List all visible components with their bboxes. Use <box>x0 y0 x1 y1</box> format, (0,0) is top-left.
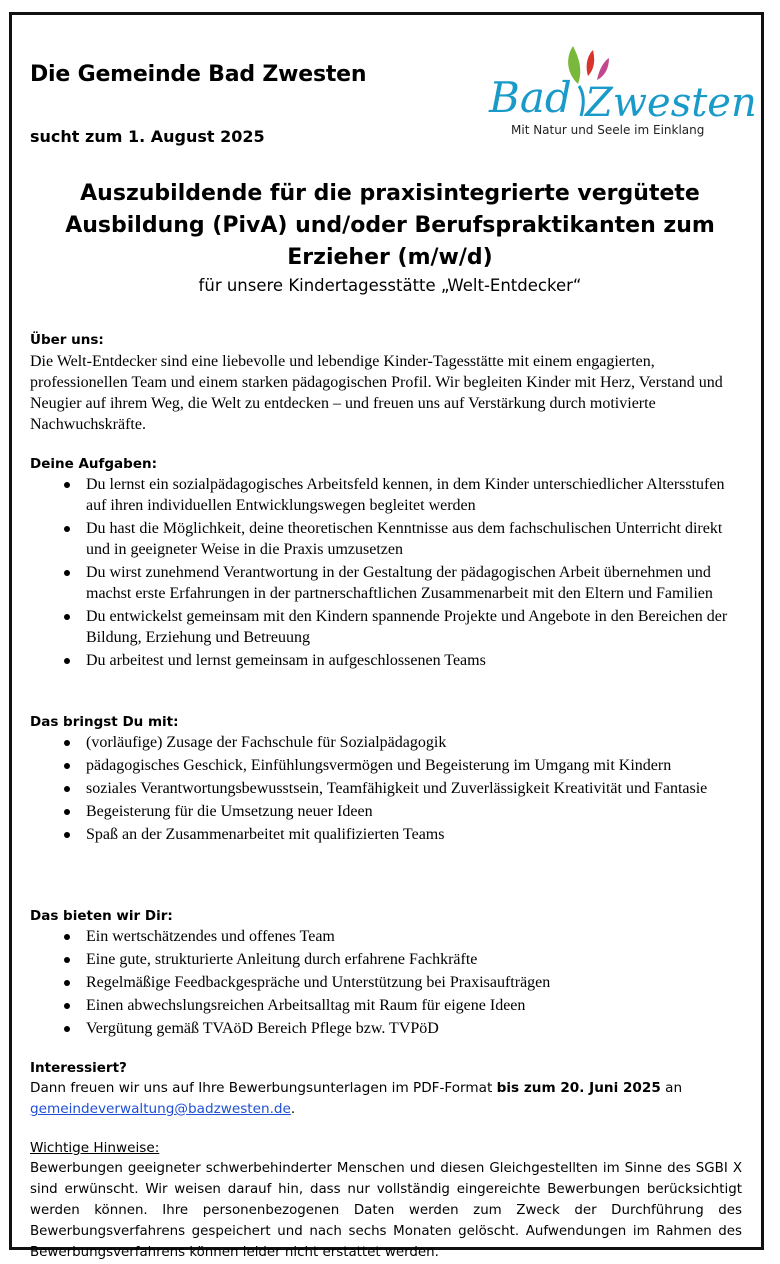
list-item: Einen abwechslungsreichen Arbeitsalltag mit Raum für eigene Ideen <box>30 995 742 1016</box>
list-item: Du wirst zunehmend Verantwortung in der Gestaltung der pädagogischen Arbeit übernehmen und machst erste Erfahrungen in der partnerschaftlichen Zusammenarbeit mit den Eltern und Familien <box>30 562 742 604</box>
about-heading: Über uns: <box>30 332 104 348</box>
job-headline-line-3: Erzieher (m/w/d) <box>287 245 493 270</box>
bad-zwesten-logo <box>475 32 755 144</box>
job-headline-line-2: Ausbildung (PivA) und/oder Berufspraktikanten zum <box>65 213 715 238</box>
tasks-heading: Deine Aufgaben: <box>30 456 157 472</box>
contact-heading: Interessiert? <box>30 1060 127 1076</box>
offer-heading: Das bieten wir Dir: <box>30 908 173 924</box>
notes-heading: Wichtige Hinweise: <box>30 1140 160 1156</box>
list-item: Ein wertschätzendes und offenes Team <box>30 926 742 947</box>
list-item: Begeisterung für die Umsetzung neuer Ideen <box>30 801 742 822</box>
logo-tagline: Mit Natur und Seele im Einklang <box>511 123 705 137</box>
logo-red-flame <box>587 50 595 76</box>
list-item: (vorläufige) Zusage der Fachschule für Sozialpädagogik <box>30 732 742 753</box>
contact-text-to: an <box>660 1080 683 1096</box>
list-item: pädagogisches Geschick, Einfühlungsvermögen und Begeisterung im Umgang mit Kindern <box>30 755 742 776</box>
logo-wordmark-zwesten: Zwesten <box>585 80 755 126</box>
list-item: Du lernst ein sozialpädagogisches Arbeitsfeld kennen, in dem Kinder unterschiedlicher Altersstufen auf ihren individuellen Entwicklungswegen begleitet werden <box>30 474 742 516</box>
list-item: Du arbeitest und lernst gemeinsam in aufgeschlossenen Teams <box>30 650 742 671</box>
organization-title: Die Gemeinde Bad Zwesten <box>30 62 367 87</box>
contact-email-link[interactable]: gemeindeverwaltung@badzwesten.de <box>30 1101 291 1117</box>
start-date-line: sucht zum 1. August 2025 <box>30 127 265 146</box>
contact-text <box>30 1078 742 1120</box>
list-item: Spaß an der Zusammenarbeitet mit qualifizierten Teams <box>30 824 742 845</box>
contact-text-intro: Dann freuen wir uns auf Ihre Bewerbungsunterlagen im PDF-Format <box>30 1080 497 1096</box>
list-item: Du entwickelst gemeinsam mit den Kindern spannende Projekte und Angebote in den Bereichen der Bildung, Erziehung und Betreuung <box>30 606 742 648</box>
about-text: Die Welt-Entdecker sind eine liebevolle und lebendige Kinder-Tagesstätte mit einem engagierten, professionellen Team und einem starken pädagogischen Profil. Wir begleiten Kinder mit Herz, Verstand und Neugier auf ihrem Weg, die Welt zu entdecken – und freuen uns auf Verstärkung durch motivierte Nachwuchskräfte. <box>30 353 723 433</box>
contact-period: . <box>290 1101 296 1117</box>
list-item: Vergütung gemäß TVAöD Bereich Pflege bzw. TVPöD <box>30 1018 742 1039</box>
job-headline-line-1: Auszubildende für die praxisintegrierte vergütete <box>80 181 700 206</box>
job-subheadline: für unsere Kindertagesstätte „Welt-Entdecker“ <box>198 276 582 295</box>
flyer-content <box>30 32 755 1260</box>
logo-wordmark-bad: Bad <box>489 73 572 122</box>
flyer-frame <box>9 12 764 1260</box>
requirements-list <box>30 732 742 847</box>
job-headline <box>30 178 750 274</box>
offer-list <box>30 926 742 1041</box>
list-item: Du hast die Möglichkeit, deine theoretischen Kenntnisse aus dem fachschulischen Unterricht direkt und in geeigneter Weise in die Praxis umzusetzen <box>30 518 742 560</box>
logo-pink-petal <box>597 58 609 80</box>
notes-text: Bewerbungen geeigneter schwerbehinderter Menschen und diesen Gleichgestellten im Sinne des SGBI X sind erwünscht. Wir weisen darauf hin, dass nur vollständig eingereichte Bewerbungen berücksichtigt werden können. Ihre personenbezogenen Daten werden zum Zweck der Durchführung des Bewerbungsverfahrens gespeichert und nach sechs Monaten gelöscht. Aufwendungen im Rahmen des Bewerbungsverfahrens können leider nicht erstattet werden. <box>30 1161 742 1260</box>
logo-stem <box>579 86 583 116</box>
application-deadline: bis zum 20. Juni 2025 <box>496 1080 661 1096</box>
requirements-heading: Das bringst Du mit: <box>30 714 179 730</box>
list-item: Regelmäßige Feedbackgespräche und Unterstützung bei Praxisaufträgen <box>30 972 742 993</box>
tasks-list <box>30 474 742 673</box>
list-item: Eine gute, strukturierte Anleitung durch erfahrene Fachkräfte <box>30 949 742 970</box>
list-item: soziales Verantwortungsbewusstsein, Teamfähigkeit und Zuverlässigkeit Kreativität und Fantasie <box>30 778 742 799</box>
